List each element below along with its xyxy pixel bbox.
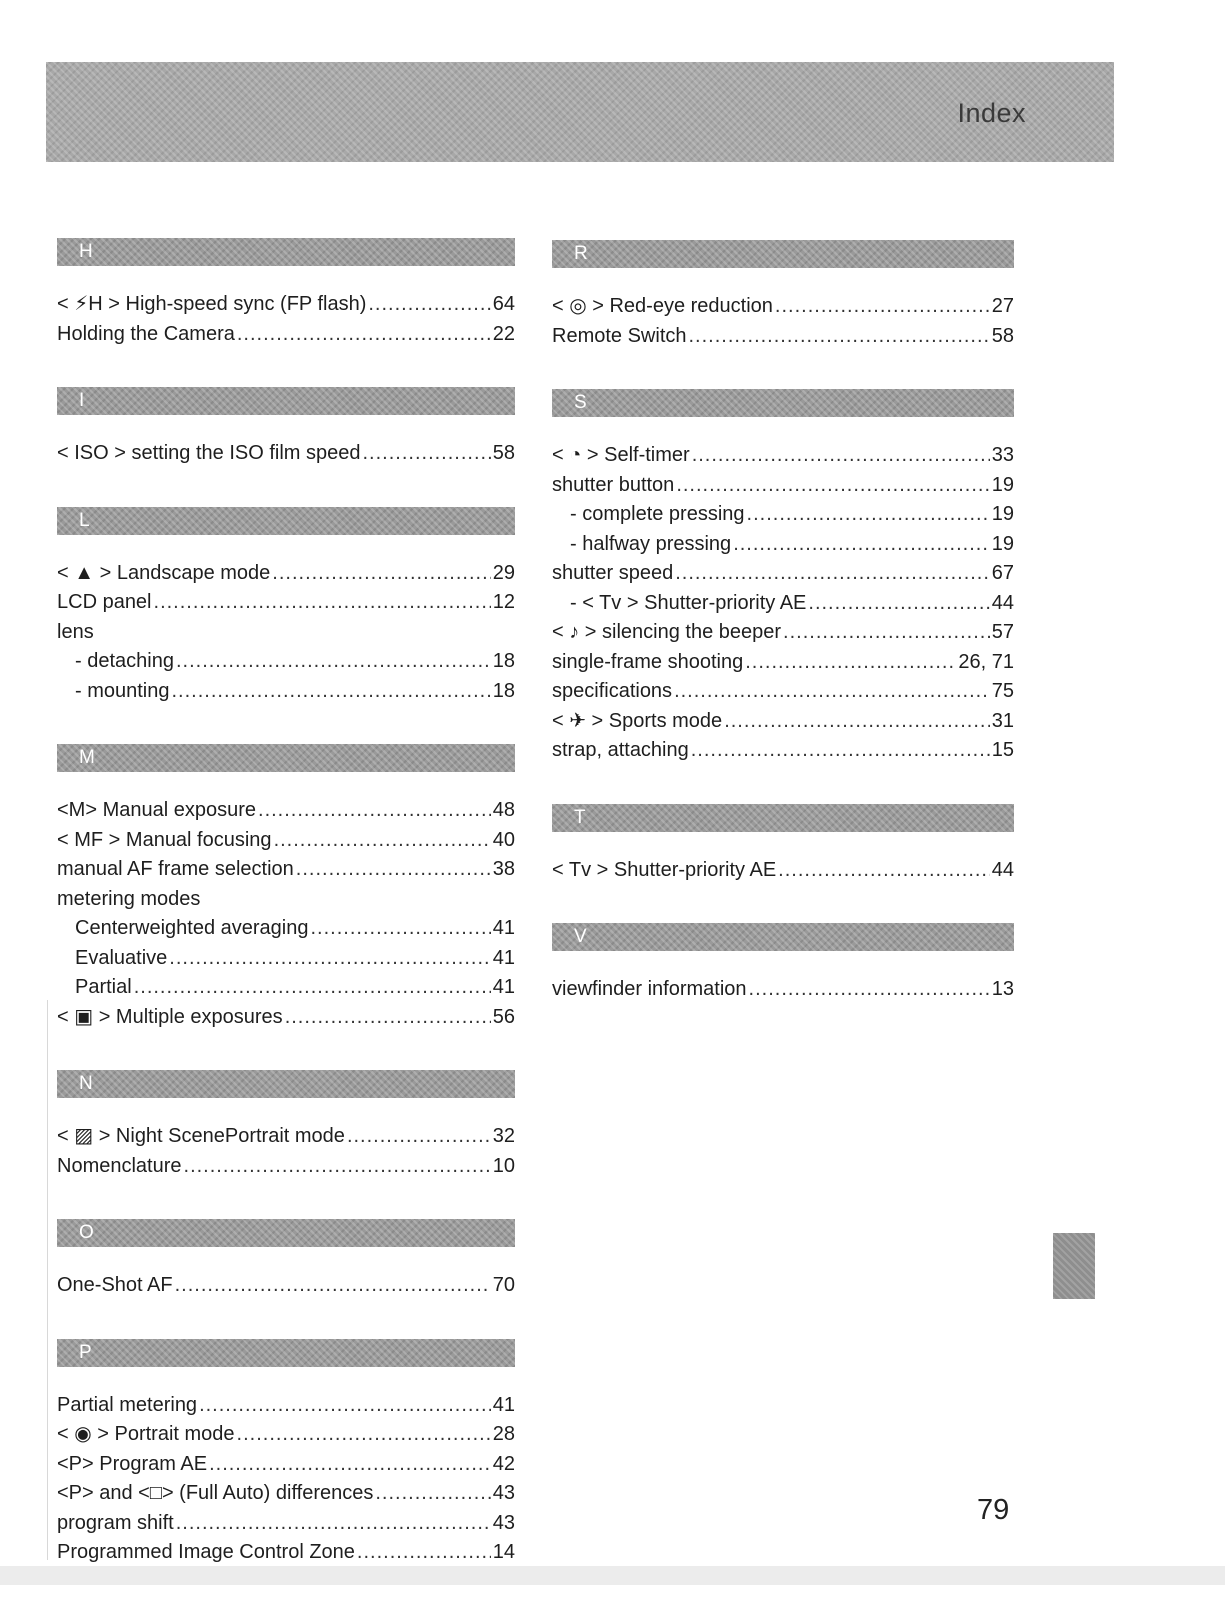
dot-leader	[274, 826, 491, 856]
section-header-m	[57, 744, 515, 772]
entry-page: 19	[991, 473, 1014, 496]
entry-term: <P> and <□> (Full Auto) differences	[57, 1482, 374, 1504]
section-entries	[57, 439, 515, 469]
section-letter: P	[79, 1341, 92, 1363]
dot-leader	[176, 647, 491, 677]
dot-leader	[363, 439, 491, 469]
entry-term: < ♪ > silencing the beeper	[552, 621, 782, 643]
entry-page: 41	[492, 946, 515, 969]
entry-page: 41	[492, 976, 515, 998]
dot-leader	[749, 975, 990, 1005]
dot-leader	[675, 559, 990, 589]
entry-term: < ▲ > Landscape mode	[57, 561, 271, 584]
page-number: 79	[977, 1494, 1010, 1526]
entry-term: < MF > Manual focusing	[57, 828, 272, 851]
header-band	[46, 62, 1114, 162]
entry-term: - complete pressing	[570, 503, 745, 525]
index-entry	[552, 736, 1014, 766]
index-entry	[57, 1420, 515, 1450]
index-entry	[57, 973, 515, 1003]
section-header-h	[57, 238, 515, 266]
entry-term: Centerweighted averaging	[75, 917, 309, 939]
index-entry	[552, 589, 1014, 619]
dot-leader	[237, 320, 491, 350]
section-entries	[552, 856, 1014, 886]
section-entries	[57, 290, 515, 349]
entry-term: Holding the Camera	[57, 322, 235, 345]
index-entry	[552, 648, 1014, 678]
index-entry	[57, 559, 515, 589]
entry-term: - < Tv > Shutter-priority AE	[570, 591, 807, 614]
entry-term: - detaching	[75, 650, 174, 672]
section-entries	[552, 441, 1014, 766]
index-entry	[57, 1509, 515, 1539]
section-entries	[57, 1271, 515, 1301]
entry-page: 70	[492, 1274, 515, 1296]
index-entry	[552, 559, 1014, 589]
section-entries	[57, 1122, 515, 1181]
index-entry	[552, 856, 1014, 886]
index-entry	[57, 647, 515, 677]
section-entries	[552, 292, 1014, 351]
section-header-l	[57, 507, 515, 535]
entry-page: 64	[492, 293, 515, 315]
entry-page: 33	[991, 444, 1014, 466]
dot-leader	[674, 677, 990, 707]
dot-leader	[747, 500, 990, 530]
entry-term: specifications	[552, 680, 673, 702]
index-entry	[57, 796, 515, 826]
index-entry	[57, 1152, 515, 1182]
entry-term: < ISO > setting the ISO film speed	[57, 442, 361, 464]
dot-leader	[733, 530, 990, 560]
entry-term: viewfinder information	[552, 978, 747, 1000]
entry-term: One-Shot AF	[57, 1274, 173, 1296]
entry-page: 29	[492, 561, 515, 584]
entry-term: < ◎ > Red-eye reduction	[552, 295, 773, 317]
dot-leader	[172, 677, 491, 707]
index-entry	[57, 1391, 515, 1421]
entry-term: lens	[57, 620, 94, 643]
index-entry	[57, 618, 515, 648]
section-letter: N	[79, 1073, 93, 1094]
entry-term: Programmed Image Control Zone	[57, 1541, 355, 1563]
index-entry	[57, 290, 515, 320]
entry-page: 10	[492, 1154, 515, 1177]
dot-leader	[169, 944, 490, 974]
index-entry	[57, 1003, 515, 1033]
dot-leader	[692, 441, 990, 471]
entry-term: < ◉ > Portrait mode	[57, 1423, 235, 1445]
entry-term: program shift	[57, 1511, 174, 1534]
index-entry	[552, 618, 1014, 648]
entry-term: < ▨ > Night ScenePortrait mode	[57, 1125, 345, 1147]
entry-term: Nomenclature	[57, 1154, 182, 1177]
entry-term: shutter speed	[552, 562, 674, 584]
page-title: Index	[957, 98, 1026, 128]
entry-page: 56	[492, 1005, 515, 1028]
section-header-n	[57, 1070, 515, 1098]
dot-leader	[745, 648, 956, 678]
index-entry	[552, 707, 1014, 737]
dot-leader	[775, 292, 990, 322]
index-column-left	[57, 238, 515, 1606]
entry-page: 44	[991, 858, 1014, 881]
dot-leader	[724, 707, 990, 737]
dot-leader	[778, 856, 990, 886]
index-entry	[552, 322, 1014, 352]
dot-leader	[689, 322, 990, 352]
entry-page: 42	[492, 1452, 515, 1475]
entry-page: 28	[492, 1423, 515, 1445]
entry-page: 41	[492, 1393, 515, 1416]
entry-term: < ▣ > Multiple exposures	[57, 1005, 283, 1028]
section-letter: I	[79, 390, 85, 411]
index-entry	[57, 885, 515, 915]
entry-page: 18	[492, 679, 515, 702]
scan-edge-line	[47, 1000, 48, 1560]
index-entry	[57, 1271, 515, 1301]
index-entry	[57, 1122, 515, 1152]
section-entries	[57, 796, 515, 1032]
section-letter: L	[79, 509, 90, 531]
dot-leader	[176, 1509, 491, 1539]
dot-leader	[375, 1479, 490, 1509]
entry-page: 43	[492, 1482, 515, 1504]
section-entries	[552, 975, 1014, 1005]
index-entry	[57, 1450, 515, 1480]
dot-leader	[676, 471, 989, 501]
entry-term: manual AF frame selection	[57, 858, 294, 880]
entry-term: <M> Manual exposure	[57, 799, 257, 821]
dot-leader	[311, 914, 491, 944]
section-header-t	[552, 804, 1014, 832]
index-entry	[57, 588, 515, 618]
entry-page: 19	[991, 503, 1014, 525]
entry-term: single-frame shooting	[552, 650, 744, 673]
section-header-s	[552, 389, 1014, 417]
section-letter: R	[574, 243, 588, 264]
dot-leader	[154, 588, 491, 618]
entry-page: 58	[991, 324, 1014, 347]
section-letter: O	[79, 1222, 94, 1243]
dot-leader	[783, 618, 990, 648]
entry-term: < ⚡H > High-speed sync (FP flash)	[57, 293, 367, 315]
entry-term: <P> Program AE	[57, 1452, 208, 1475]
entry-page: 27	[991, 295, 1014, 317]
entry-term: Remote Switch	[552, 324, 687, 347]
section-letter: T	[574, 806, 586, 828]
index-entry	[57, 320, 515, 350]
entry-term: Evaluative	[75, 946, 168, 969]
entry-term: Partial metering	[57, 1393, 198, 1416]
dot-leader	[285, 1003, 491, 1033]
dot-leader	[357, 1538, 491, 1568]
entry-page: 67	[991, 562, 1014, 584]
entry-page: 14	[492, 1541, 515, 1563]
section-header-i	[57, 387, 515, 415]
dot-leader	[258, 796, 491, 826]
dot-leader	[347, 1122, 491, 1152]
section-header-r	[552, 240, 1014, 268]
entry-page: 13	[991, 978, 1014, 1000]
index-entry	[57, 944, 515, 974]
entry-term: - halfway pressing	[570, 532, 732, 555]
entry-page: 12	[492, 591, 515, 613]
dot-leader	[272, 559, 490, 589]
dot-leader	[808, 589, 989, 619]
entry-page: 41	[492, 917, 515, 939]
index-entry	[552, 677, 1014, 707]
index-entry	[552, 441, 1014, 471]
section-letter: M	[79, 747, 95, 768]
dot-leader	[175, 1271, 491, 1301]
index-entry	[552, 500, 1014, 530]
index-entry	[57, 1538, 515, 1568]
entry-term: strap, attaching	[552, 739, 689, 761]
section-header-o	[57, 1219, 515, 1247]
section-entries	[57, 559, 515, 707]
dot-leader	[296, 855, 491, 885]
entry-page: 26, 71	[958, 650, 1014, 673]
entry-term: < ✈ > Sports mode	[552, 709, 723, 732]
entry-page: 38	[492, 858, 515, 880]
dot-leader	[184, 1152, 491, 1182]
index-entry	[57, 439, 515, 469]
section-header-p	[57, 1339, 515, 1367]
index-entry	[552, 975, 1014, 1005]
index-entry	[552, 292, 1014, 322]
index-entry	[57, 1479, 515, 1509]
index-entry	[552, 471, 1014, 501]
dot-leader	[199, 1391, 491, 1421]
entry-page: 15	[991, 739, 1014, 761]
entry-page: 18	[492, 650, 515, 672]
entry-page: 32	[492, 1125, 515, 1147]
entry-page: 57	[991, 621, 1014, 643]
index-entry	[57, 826, 515, 856]
dot-leader	[134, 973, 491, 1003]
entry-term: shutter button	[552, 473, 675, 496]
index-entry	[552, 530, 1014, 560]
entry-term: metering modes	[57, 887, 201, 910]
section-entries	[57, 1391, 515, 1568]
section-letter: S	[574, 392, 587, 413]
entry-page: 58	[492, 442, 515, 464]
entry-page: 31	[991, 709, 1014, 732]
dot-leader	[368, 290, 490, 320]
index-column-right	[552, 240, 1014, 1043]
entry-page: 44	[991, 591, 1014, 614]
section-letter: V	[574, 926, 587, 947]
entry-term: Partial	[75, 976, 132, 998]
entry-page: 48	[492, 799, 515, 821]
entry-page: 19	[991, 532, 1014, 555]
index-entry	[57, 855, 515, 885]
section-header-v	[552, 923, 1014, 951]
entry-page: 22	[492, 322, 515, 345]
entry-page: 75	[991, 680, 1014, 702]
dot-leader	[209, 1450, 491, 1480]
entry-page: 43	[492, 1511, 515, 1534]
section-letter: H	[79, 241, 93, 262]
dot-leader	[691, 736, 990, 766]
index-entry	[57, 914, 515, 944]
scan-bottom-edge	[0, 1566, 1225, 1585]
entry-term: < ◔ > Self-timer	[552, 444, 690, 466]
index-entry	[57, 677, 515, 707]
entry-page: 40	[492, 828, 515, 851]
dot-leader	[237, 1420, 491, 1450]
entry-term: LCD panel	[57, 591, 152, 613]
side-thumb-tab	[1053, 1233, 1095, 1299]
entry-term: - mounting	[75, 679, 170, 702]
entry-term: < Tv > Shutter-priority AE	[552, 858, 777, 881]
